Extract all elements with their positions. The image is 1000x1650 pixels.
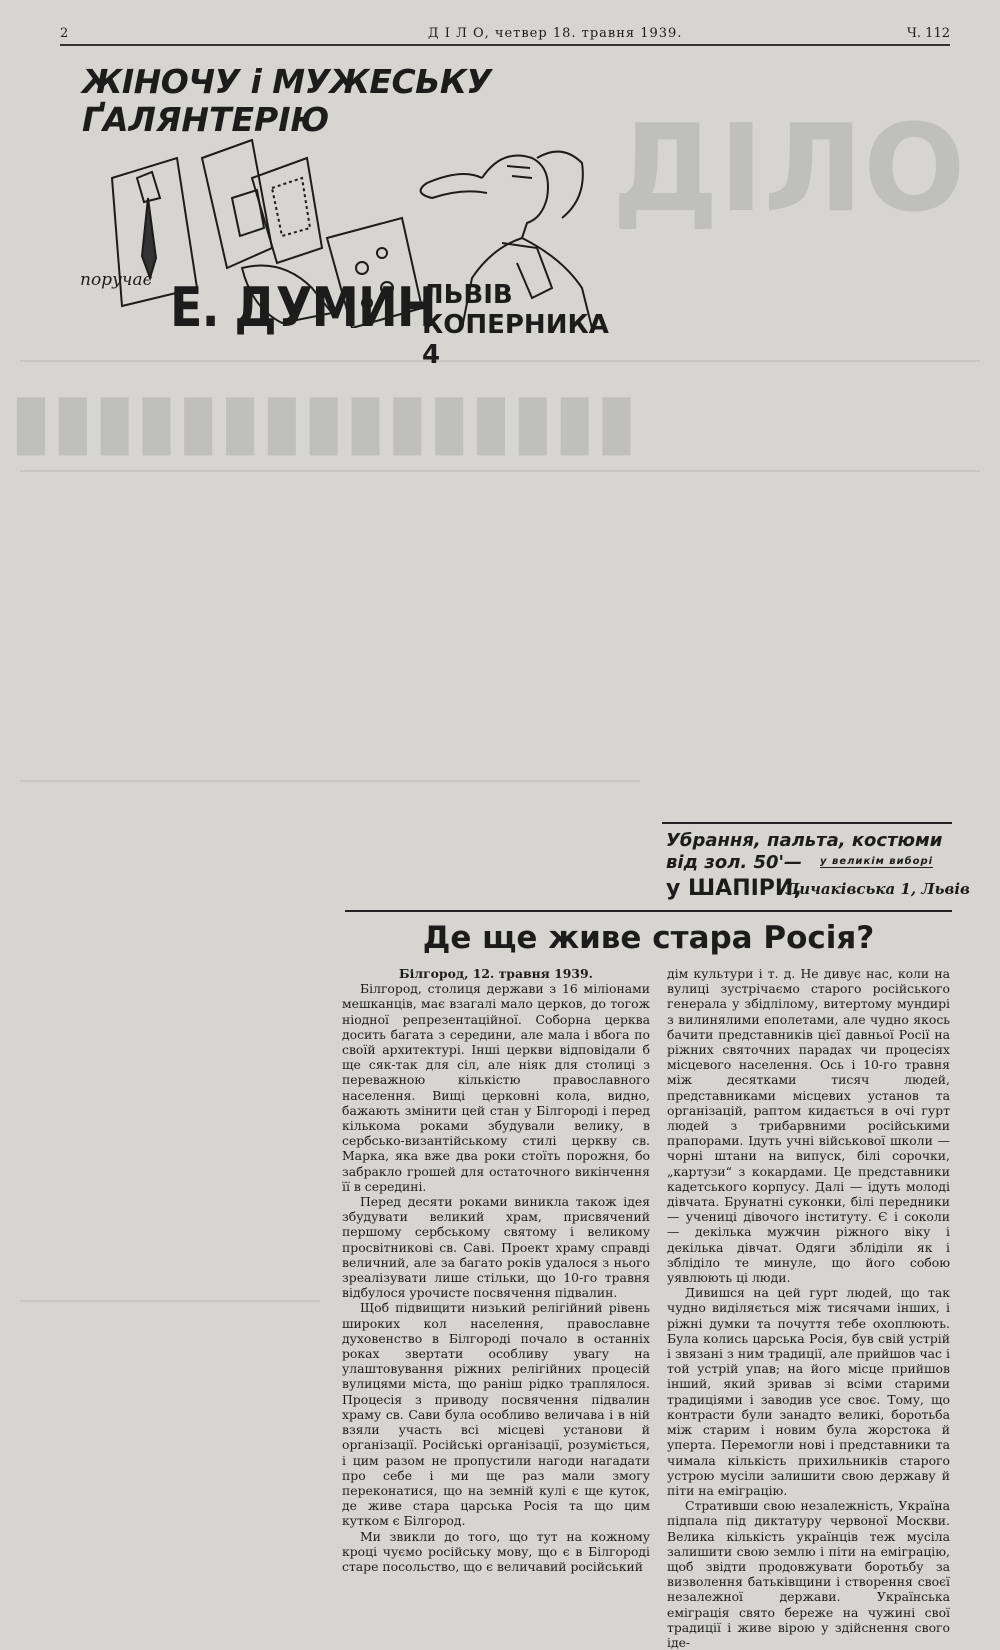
advertisement-dumyn [72, 58, 612, 370]
article-paragraph: Перед десяти роками виникла також ідея збудувати великий храм, присвячений першому сербському святому і великому просвітникові св. Саві. Проект храму справді величний, але за багато років удалося з нього зреалізувати лише стільки, що 10-го травня відбулося урочисте посвячення підвалин. [342, 1194, 650, 1301]
ad-line-1: Убрання, пальта, костюми [666, 830, 943, 851]
article-dateline: Білгород, 12. травня 1939. [399, 966, 593, 981]
ad-headline-1: ЖІНОЧУ і МУЖЕСЬКУ [82, 62, 492, 101]
reverse-side-bleed: ▮▮▮▮▮▮▮▮▮▮▮▮▮▮▮ [10, 375, 638, 464]
ad-top-rule [662, 822, 952, 824]
reverse-side-bleed [20, 1300, 320, 1302]
article-paragraph: Щоб підвищити низький релігійний рівень широких кол населення, православне духовенство в Білгороді почало в останніх роках звертати особливу увагу на улаштовування ріжних релігійних процесій вулицями міста, що раніш рідко траплялося. Процесія з приводу посвячення підвалин храму св. Сави була особливо величава і в ній взяли участь всі місцеві установи й організації. Російські організації, розуміється, і цим разом не пропустили нагоди нагадати про себе і ми ще раз мали змогу переконатися, що на земній кулі є ще куток, де живе стара царська Росія та що цим кутком є Білгород. [342, 1300, 650, 1529]
ad-address: КОПЕРНИКА 4 [422, 310, 609, 370]
advertisement-shapira [662, 822, 970, 906]
ad-recommends: поручає [80, 270, 153, 290]
masthead: Д І Л О, четвер 18. травня 1939. [428, 26, 683, 41]
article-paragraph: Стративши свою незалежність, Україна підпала під диктатуру червоної Москви. Велика кількість українців теж мусіла залишити свою землю і піти на еміграцію, щоб звідти продовжувати боротьбу за визволення батьківщини і створення своєї незалежної держави. Українська еміграція свято береже на чужині свої традиції і живе вірою у здійснення свого іде- [667, 1498, 950, 1650]
article-paragraph: дім культури і т. д. Не дивує нас, коли на вулиці зустрічаємо старого російського генерала у збідлілому, витертому мундирі з вилинялими еполетами, але чудно якось бачити представників цієї давньої Росії на ріжних святочних парадах чи процесіях місцевого населення. Ось і 10-го травня між десятками тисяч людей, представниками місцевих установ та організацій, раптом кидається в очі гурт людей з трибарвними російськими прапорами. Ідуть учні військової школи — чорні штани на випуск, білі сорочки, „картузи“ з кокардами. Це представники кадетського корпусу. Далі — ідуть молоді дівчата. Брунатні суконки, білі передники — учениці дівочого інституту. Є і соколи — декілька мужчин ріжного віку і декілька дівчат. Одяги збліділи як і збліділо те минуле, що його собою уявлюють ці люди. [667, 966, 950, 1286]
ad-headline-2: ҐАЛЯНТЕРІЮ [82, 100, 330, 139]
header-rule [60, 44, 950, 46]
ad-line-2-small: у великім виборі [820, 856, 934, 867]
reverse-side-bleed [20, 780, 640, 782]
article-paragraph: Білгород, столиця держави з 16 міліонами мешканців, має взагалі мало церков, до тогож ніодної репрезентаційної. Соборна церква досить багата з середини, але мала і вбога по своїй архитектурі. Інші церкви відповідали б ще сяк-так для сіл, але ніяк для столиці з переважною кількістю православного населення. Вищі церковні кола, видно, бажають змінити цей стан у Білгороді і перед кількома роками збудували велику, в сербсько-византійському стилі церкву св. Марка, яка вже два роки стоїть порожня, бо забракло грошей для остаточного викінчення її в середині. [342, 981, 650, 1194]
article-paragraph: Дивишся на цей гурт людей, що так чудно виділяється між тисячами інших, і ріжні думки та почуття тебе охоплюють. Була колись царська Росія, був свій устрій і звязані з ним традиції, але прийшов час і той устрій упав; на його місце прийшов інший, який зривав зі всіми старими традиціями і заводив усе своє. Тому, що контрасти були занадто великі, боротьба між старим і новим була жорстока й уперта. Перемогли нові і представники та чимала кількість прихильників старого устрою мусіли залишити свою державу й піти на еміграцію. [667, 1285, 950, 1498]
ad-address: Личаківська 1, Львів [786, 880, 970, 898]
reverse-side-bleed [20, 470, 980, 472]
article-paragraph: Ми звикли до того, що тут на кожному кроці чуємо російську мову, що є в Білгороді старе посольство, що є величавий російський [342, 1528, 650, 1574]
ad-line-2: від зол. 50'— [666, 852, 803, 873]
reverse-side-bleed: ДІЛО [612, 100, 966, 239]
article-column-2 [667, 966, 950, 1650]
article-column-1 [342, 966, 650, 1574]
ad-merchant-name: Е. ДУМИН [170, 276, 436, 339]
ad-merchant-name: у ШАПІРИ, [666, 876, 802, 901]
ad-city: ЛЬВІВ [422, 280, 513, 310]
page-header [60, 22, 950, 44]
issue-number: Ч. 112 [906, 26, 950, 41]
article-rule [345, 910, 952, 912]
page-number: 2 [60, 26, 69, 41]
article-title: Де ще живе стара Росія? [422, 920, 875, 956]
